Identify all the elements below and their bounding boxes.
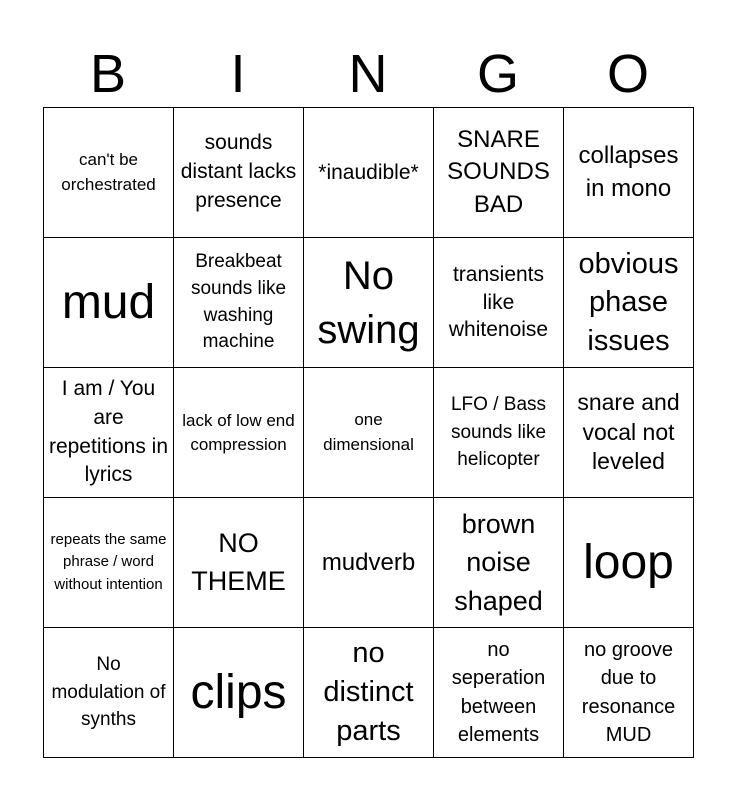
bingo-cell[interactable]: No modulation of synths — [44, 628, 174, 758]
header-letter-i: I — [230, 44, 246, 104]
bingo-cell[interactable]: can't be orchestrated — [44, 108, 174, 238]
bingo-board — [43, 107, 694, 758]
header-letter-n: N — [348, 44, 388, 104]
bingo-cell[interactable]: no seperation between elements — [434, 628, 564, 758]
board-row — [44, 368, 694, 498]
bingo-cell[interactable]: no groove due to resonance MUD — [564, 628, 694, 758]
bingo-cell[interactable]: NO THEME — [174, 498, 304, 628]
bingo-cell[interactable]: No swing — [304, 238, 434, 368]
bingo-board-body — [44, 108, 694, 758]
bingo-header — [43, 40, 693, 108]
bingo-cell[interactable]: *inaudible* — [304, 108, 434, 238]
bingo-cell[interactable]: one dimensional — [304, 368, 434, 498]
board-row — [44, 498, 694, 628]
board-row — [44, 108, 694, 238]
bingo-cell[interactable]: I am / You are repetitions in lyrics — [44, 368, 174, 498]
bingo-cell[interactable]: SNARE SOUNDS BAD — [434, 108, 564, 238]
bingo-cell[interactable]: collapses in mono — [564, 108, 694, 238]
bingo-cell[interactable]: brown noise shaped — [434, 498, 564, 628]
bingo-cell[interactable]: transients like whitenoise — [434, 238, 564, 368]
bingo-cell[interactable]: lack of low end compression — [174, 368, 304, 498]
bingo-cell[interactable]: no distinct parts — [304, 628, 434, 758]
bingo-cell[interactable]: mud — [44, 238, 174, 368]
bingo-cell[interactable]: mudverb — [304, 498, 434, 628]
board-row — [44, 238, 694, 368]
bingo-cell[interactable]: snare and vocal not leveled — [564, 368, 694, 498]
header-letter-o: O — [606, 44, 649, 104]
header-letter-g: G — [476, 44, 519, 104]
bingo-cell[interactable]: sounds distant lacks presence — [174, 108, 304, 238]
bingo-cell[interactable]: clips — [174, 628, 304, 758]
bingo-cell[interactable]: loop — [564, 498, 694, 628]
bingo-cell[interactable]: LFO / Bass sounds like helicopter — [434, 368, 564, 498]
header-letter-b: B — [89, 44, 127, 104]
bingo-cell[interactable]: Breakbeat sounds like washing machine — [174, 238, 304, 368]
board-row — [44, 628, 694, 758]
bingo-cell[interactable]: repeats the same phrase / word without intention — [44, 498, 174, 628]
bingo-cell[interactable]: obvious phase issues — [564, 238, 694, 368]
